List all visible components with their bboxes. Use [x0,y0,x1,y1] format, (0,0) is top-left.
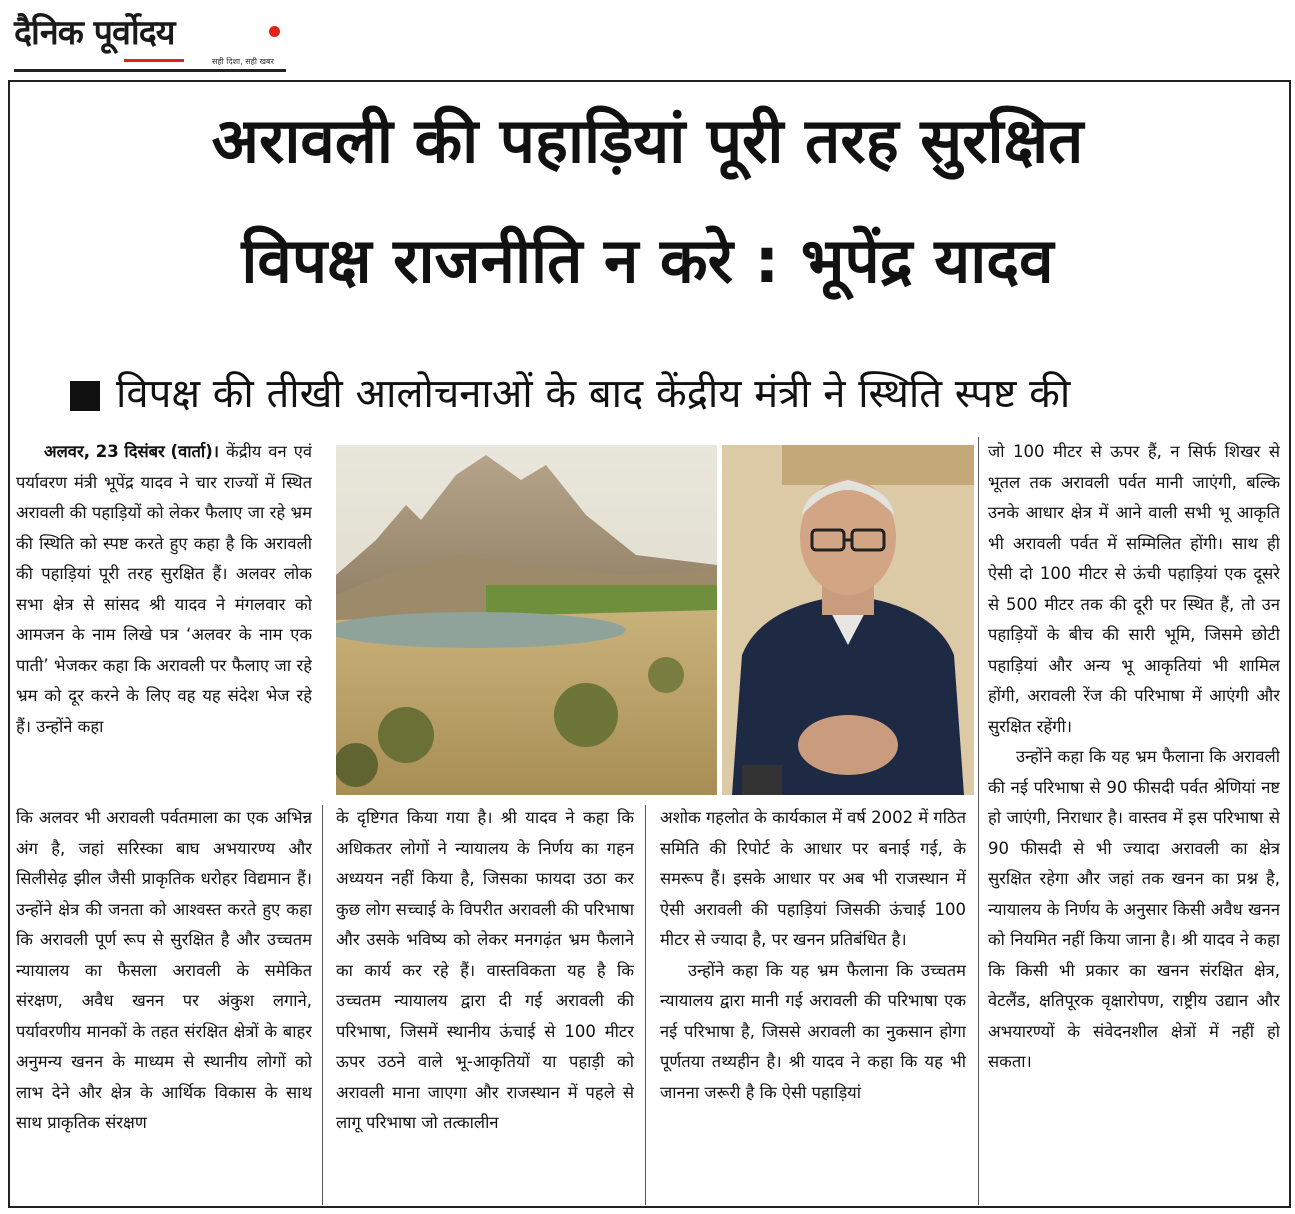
paragraph-text: अशोक गहलोत के कार्यकाल में वर्ष 2002 में गठित समिति की रिपोर्ट के आधार पर बनाई गई, के समरूप हैं। इसके आधार पर अब भी राजस्थान में ऐसी अरावली की पहाड़ियां जिसकी ऊंचाई 100 मीटर से ज्यादा है, पर खनन प्रतिबंधित है। [660,808,966,949]
column-1-bottom [16,803,312,1203]
masthead-rule [14,69,286,72]
minister-photo [722,445,974,795]
headline-line-2: विपक्ष राजनीति न करे : भूपेंद्र यादव [241,224,1054,297]
paragraph-text: केंद्रीय वन एवं पर्यावरण मंत्री भूपेंद्र यादव ने चार राज्यों में स्थित अरावली की पहाड़ियों को लेकर फैलाए जा रहे भ्रम की स्थिति को स्पष्ट करते हुए कहा है कि अरावली की पहाड़ियां पूरी तरह सुरक्षित हैं। अलवर लोक सभा क्षेत्र से सांसद श्री यादव ने मंगलवार को आमजन के नाम लिखे पत्र ‘अलवर के नाम एक पाती’ भेजकर कहा कि अरावली पर फैलाए जा रहे भ्रम को दूर करने के लिए वह यह संदेश भेज रहे हैं। उन्होंने कहा [16,442,312,736]
masthead [14,8,286,72]
article-body [16,437,312,742]
column-1-top [16,437,312,803]
column-3 [660,803,966,1203]
square-bullet-icon [70,381,100,411]
paragraph-text: जो 100 मीटर से ऊपर हैं, न सिर्फ शिखर से भूतल तक अरावली पर्वत मानी जाएंगी, बल्कि उनके आधार क्षेत्र में आने वाली सभी भू आकृति भी अरावली पर्वत में सम्मिलित होंगी। साथ ही ऐसी दो 100 मीटर से ऊंची पहाड़ियां एक दूसरे से 500 मीटर तक की दूरी पर स्थित हैं, तो उन पहाड़ियों के बीच की सारी भूमि, जिसमे छोटी पहाड़ियां और अन्य भू आकृतियां भी शामिल होंगी, अरावली रेंज की परिभाषा में आएंगी और सुरक्षित रहेंगी। [988,442,1280,736]
column-divider [645,805,646,1205]
paragraph-text: के दृष्टिगत किया गया है। श्री यादव ने कहा कि अधिकतर लोगों ने न्यायालय के निर्णय का गहन अध्ययन नहीं किया है, जिसका फायदा उठा कर कुछ लोग सच्चाई के विपरीत अरावली की परिभाषा और उसके भविष्य को लेकर मनगढ़ंत भ्रम फैलाने का कार्य कर रहे हैं। वास्तविकता यह है कि उच्चतम न्यायालय द्वारा दी गई अरावली की परिभाषा, जिसमें स्थानीय ऊंचाई से 100 मीटर ऊपर उठने वाले भू-आकृतियों या पहाड़ी को अरावली माना जाएगा और राजस्थान में पहले से लागू परिभाषा जो तत्कालीन [336,808,634,1132]
paragraph-text: उन्होंने कहा कि यह भ्रम फैलाना कि उच्चतम न्यायालय द्वारा मानी गई अरावली की परिभाषा एक नई परिभाषा है, जिससे अरावली का नुकसान होगा पूर्णतया तथ्यहीन है। श्री यादव ने कहा कि यह भी जानना जरूरी है कि ऐसी पहाड़ियां [660,960,966,1102]
subheadline [70,364,1070,424]
masthead-tagline: सही दिशा, सही खबर [212,57,274,66]
masthead-red-bar [124,59,184,62]
subheadline-text: विपक्ष की तीखी आलोचनाओं के बाद केंद्रीय मंत्री ने स्थिति स्पष्ट की [116,371,1071,417]
column-divider [978,437,979,1205]
dateline: अलवर, 23 दिसंबर (वार्ता)। [44,442,219,461]
masthead-dot [269,26,280,37]
column-divider [322,805,323,1205]
paragraph-text: कि अलवर भी अरावली पर्वतमाला का एक अभिन्न अंग है, जहां सरिस्का बाघ अभयारण्य और सिलीसेढ़ झील जैसी प्राकृतिक धरोहर विद्यमान हैं। उन्होंने क्षेत्र की जनता को आश्वस्त करते हुए कहा कि अरावली पूर्ण रूप से सुरक्षित है और उच्चतम न्यायालय का फैसला अरावली के समेकित संरक्षण, अवैध खनन पर अंकुश लगाने, पर्यावरणीय मानकों के तहत संरक्षित क्षेत्रों के बाहर अनुमन्य खनन के माध्यम से स्थानीय लोगों को लाभ देने और क्षेत्र के आर्थिक विकास के साथ साथ प्राकृतिक संरक्षण [16,808,312,1132]
paragraph-text: उन्होंने कहा कि यह भ्रम फैलाना कि अरावली की नई परिभाषा से 90 फीसदी पर्वत श्रेणियां नष्ट हो जाएंगी, निराधार है। वास्तव में इस परिभाषा से 90 फीसदी से भी ज्यादा अरावली का क्षेत्र सुरक्षित रहेगा और जहां तक खनन का प्रश्न है, न्यायालय के निर्णय के अनुसार किसी अवैध खनन को नियमित नहीं किया जाना है। श्री यादव ने कहा कि किसी भी प्रकार का खनन संरक्षित क्षेत्र, वेटलैंड, क्षतिपूरक वृक्षारोपण, राष्ट्रीय उद्यान और अभयारण्यों के संवेदनशील क्षेत्रों में नहीं हो सकता। [988,747,1280,1071]
column-2 [336,803,634,1203]
aravalli-hills-photo [336,445,717,795]
column-4 [988,437,1280,1205]
newspaper-name: दैनिक पूर्वोदय [14,13,175,53]
headline-line-1: अरावली की पहाड़ियां पूरी तरह सुरक्षित [211,104,1084,177]
